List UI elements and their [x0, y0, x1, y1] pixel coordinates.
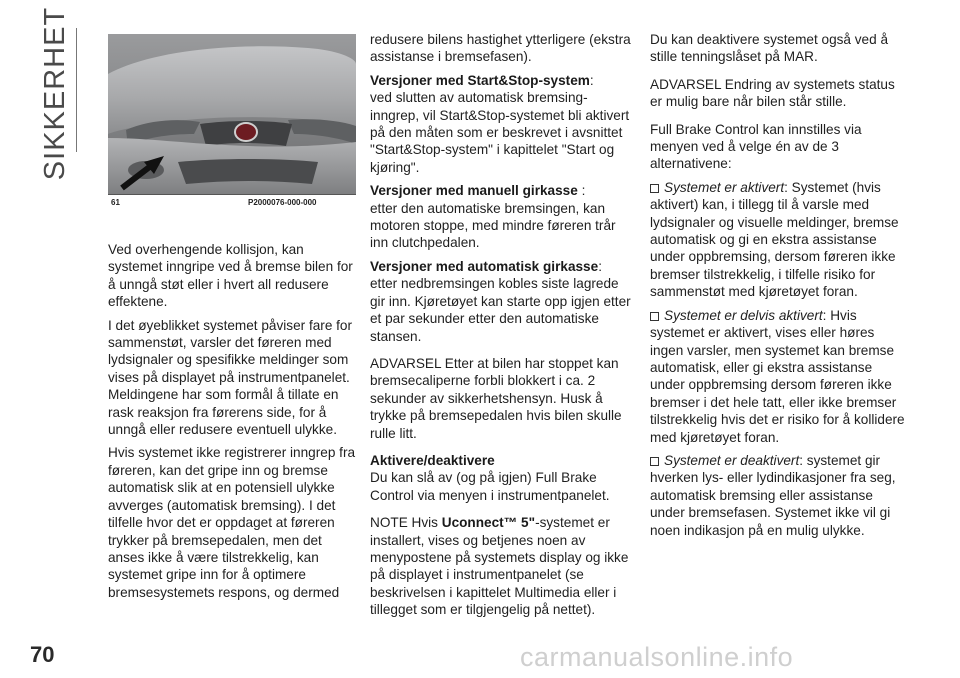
watermark: carmanualsonline.info [520, 642, 794, 672]
figure-car-front-photo [108, 34, 356, 195]
figure-number: 61 [111, 198, 120, 207]
chapter-divider [76, 28, 77, 152]
warning-paragraph: ADVARSEL Endring av systemets status er mulig bare når bilen står stille. [650, 76, 895, 110]
figure-caption [108, 197, 356, 211]
chapter-title [26, 6, 86, 180]
start-stop-label: Versjoner med Start&Stop-system [370, 72, 590, 88]
paragraph: I det øyeblikket systemet påviser fare for sammenstøt, varsler det føreren med lydsignaler og spesifikke meldinger som vises på displayet på instrumentpanelet. Meldingene har som formål å tillate en rask reaksjon fra førerens side, for å unngå eller redusere eventuell ulykke. [108, 317, 353, 438]
paragraph: Hvis systemet ikke registrerer inngrep fra føreren, kan det gripe inn og bremse automatisk slik at en potensiell ulykke avverges (automatisk bremsing). I det tilfelle hvor det er oppdaget at føreren trykker på bremsepedalen, men det anses ikke å være tilstrekkelig, kan systemet gripe inn for å optimere bremsesystemets respons, og dermed [108, 445, 356, 600]
checkbox-bullet-icon [650, 184, 659, 193]
text-column-1 [108, 241, 358, 607]
option-partially-activated [650, 307, 910, 446]
manual-gearbox-paragraph: Versjoner med manuell girkasse : etter den automatiske bremsingen, kan motoren stoppe, med mindre føreren trår inn clutchpedalen. [370, 183, 616, 251]
paragraph: redusere bilens hastighet ytterligere (ekstra assistanse i bremsefasen). [370, 32, 631, 65]
note-prefix: NOTE Hvis [370, 515, 442, 531]
paragraph: Du kan deaktivere systemet også ved å stille tenningslåset på MAR. [650, 32, 889, 65]
paragraph: Du kan slå av (og på igjen) Full Brake Control via menyen i instrumentpanelet. [370, 470, 610, 503]
checkbox-bullet-icon [650, 457, 659, 466]
paragraph: Full Brake Control kan innstilles via menyen ved å velge én av de 3 alternativene: [650, 121, 862, 172]
manual-gearbox-label: Versjoner med manuell girkasse [370, 183, 578, 199]
option-label: Systemet er aktivert [664, 179, 785, 195]
option-text: : Hvis systemet er aktivert, vises eller høres ingen varsler, men systemet kan bremse automatisk, eller gi ekstra assistanse under oppbremsing dersom føreren ikke bremser i det hele tatt, eller ikke bremser tilstrekkelig hvis det er risiko for å kollidere med kjøretøyet foran. [650, 307, 905, 445]
chapter-title-text: SIKKERHET [39, 6, 72, 180]
checkbox-bullet-icon [650, 312, 659, 321]
page-number: 70 [30, 642, 55, 667]
option-text: : Systemet (hvis aktivert) kan, i tillegg til å varsle med lydsignaler og visuelle meldinger, bremse automatisk og gi en ekstra assistanse under oppbremsing, dersom føreren ikke bremser tilstrekkelig, i tilfelle risiko for sammenstøt med kjøretøyet foran. [650, 179, 899, 300]
start-stop-text: ved slutten av automatisk bremsing-inngrep, vil Start&Stop-systemet bli aktivert på den måten som er beskrevet i avsnittet "Start&Stop-system" i kapittelet "Start og kjøring". [370, 90, 630, 175]
automatic-gearbox-label: Versjoner med automatisk girkasse [370, 258, 599, 274]
option-label: Systemet er delvis aktivert [664, 307, 823, 323]
section-heading: Aktivere/deaktivere [370, 452, 495, 468]
note-paragraph [370, 514, 632, 618]
automatic-gearbox-text: etter nedbremsingen kobles siste lagrede gir inn. Kjøretøyet kan starte opp igjen etter et par sekunder etter den automatiske stansen. [370, 276, 631, 344]
figure-code: P2000076-000-000 [248, 198, 317, 207]
option-text: : systemet gir hverken lys- eller lydindikasjoner fra seg, automatisk bremsing eller assistanse under bremsefasen. Systemet ikke vil gi noen indikasjon på en mulig ulykke. [650, 452, 896, 538]
option-activated [650, 179, 910, 301]
text-column-2 [370, 31, 632, 625]
option-label: Systemet er deaktivert [664, 452, 800, 468]
start-stop-paragraph: Versjoner med Start&Stop-system: ved slutten av automatisk bremsing-inngrep, vil Start&Stop-systemet bli aktivert på den måten som er beskrevet i avsnittet "Start&Stop-system" i kapittelet "Start og kjøring". [370, 72, 630, 175]
note-product-name: Uconnect™ 5" [441, 515, 536, 531]
manual-gearbox-text: etter den automatiske bremsingen, kan motoren stoppe, med mindre føreren trår inn clutchpedalen. [370, 200, 616, 251]
paragraph: Ved overhengende kollisjon, kan systemet inngripe ved å bremse bilen for å unngå støt eller i hvert all redusere effektene. [108, 242, 353, 310]
option-deactivated [650, 452, 910, 539]
note-text: -systemet er installert, vises og betjenes noen av menypostene på systemets display og ikke på displayet i instrumentpanelet (se beskrivelsen i kapittelet Multimedia eller i tillegget som er tilgjengelig på nettet). [370, 515, 629, 618]
warning-paragraph: ADVARSEL Etter at bilen har stoppet kan bremsecaliperne forbli blokkert i ca. 2 sekunder av sikkerhetshensyn. Husk å trykke på bremsepedalen hvis bilen skulle rulle litt. [370, 355, 622, 441]
car-front-illustration [108, 34, 356, 194]
automatic-gearbox-paragraph: Versjoner med automatisk girkasse: etter nedbremsingen kobles siste lagrede gir inn. Kjøretøyet kan starte opp igjen etter et par sekunder etter den automatiske stansen. [370, 258, 631, 344]
text-column-3 [650, 31, 910, 545]
